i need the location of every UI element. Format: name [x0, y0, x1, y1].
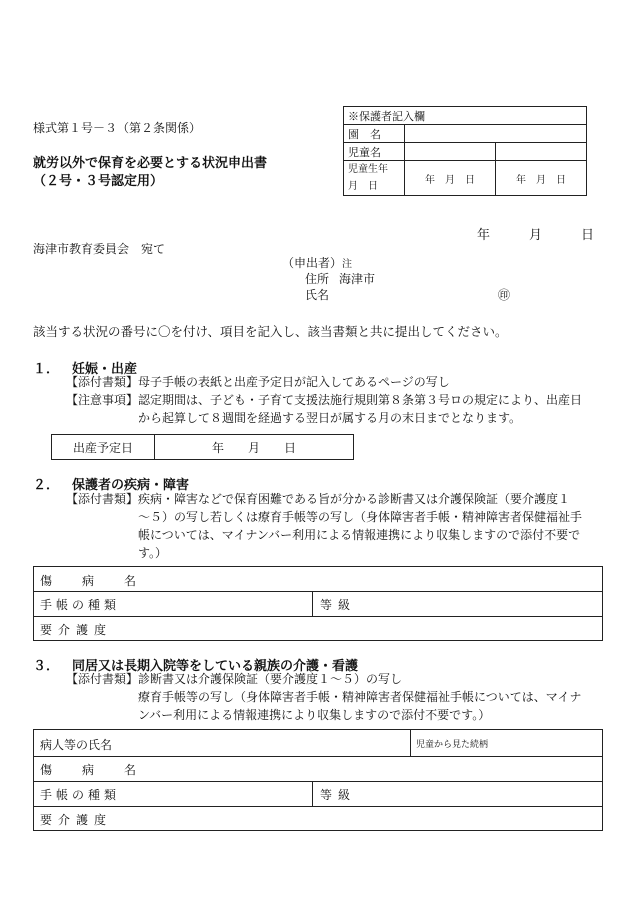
disease-label: 傷 病 名: [40, 763, 146, 777]
attach-line-4: す。）: [138, 546, 168, 560]
handbook-label: 手帳の種類: [40, 788, 121, 802]
name-label: 氏名: [305, 288, 330, 302]
attach-line-1: 疾病・障害などで保育困難である旨が分かる診断書又は介護保険証（要介護度１: [138, 492, 571, 506]
instruction-text: 該当する状況の番号に〇を付け、項目を記入し、該当書類と共に提出してください。: [33, 324, 508, 339]
section1-title: 妊娠・出産: [72, 362, 138, 377]
note-label: 【注意事項】: [66, 393, 139, 407]
guardian-heading: ※保護者記入欄: [344, 107, 587, 125]
section2-table: [33, 566, 603, 641]
section1-attach: [66, 373, 450, 391]
birth-field-2[interactable]: 年 月 日: [496, 161, 587, 196]
school-label: 園 名: [344, 125, 405, 143]
disease-row[interactable]: [34, 567, 602, 592]
handbook-row[interactable]: [34, 781, 602, 807]
note-line-2: から起算して８週間を経過する翌日が属する月の末日までとなります。: [138, 411, 522, 425]
attach-label: 【添付書類】: [66, 492, 139, 506]
form-number: 様式第１号－３（第２条関係）: [33, 121, 202, 135]
care-label: 要介護度: [40, 813, 113, 827]
birth-label-1: 児童生年: [348, 164, 388, 175]
addressee: 海津市教育委員会 宛て: [33, 242, 166, 256]
section3-attach: [66, 670, 402, 688]
attach-line-2: 療育手帳等の写し（身体障害者手帳・精神障害者保健福祉手帳については、マイナ: [138, 690, 582, 704]
birth-field-1[interactable]: 年 月 日: [405, 161, 496, 196]
grade-label: 等級: [320, 598, 357, 612]
child-label: 児童名: [344, 143, 405, 161]
applicant-note: 注: [342, 259, 353, 270]
section3-number: ３．: [33, 659, 60, 674]
submission-date[interactable]: 年 月 日: [477, 228, 595, 243]
note-line-1: 認定期間は、子ども・子育て支援法施行規則第８条第３号ロの規定により、出産日: [138, 393, 583, 407]
attach-label: 【添付書類】: [66, 375, 139, 389]
section2-number: ２．: [33, 478, 60, 493]
attach-line-3: ンバー利用による情報連携により収集しますので添付不要です。）: [138, 708, 491, 722]
page-subtitle: （２号・３号認定用）: [33, 174, 164, 189]
applicant-label: （申出者）: [282, 256, 343, 270]
section2-title: 保護者の疾病・障害: [72, 478, 190, 493]
address-row[interactable]: [305, 270, 375, 287]
attach-line-2: ～５）の写し若しくは療育手帳等の写し（身体障害者手帳・精神障害者保健福祉手: [138, 510, 583, 524]
care-row[interactable]: [34, 806, 602, 831]
seal-mark: ㊞: [498, 288, 511, 302]
attach-line-3: 帳については、マイナンバー利用による情報連携により収集しますので添付不要で: [138, 528, 581, 542]
child-field-1[interactable]: [405, 143, 496, 161]
section2-attach: [66, 490, 570, 508]
guardian-box: [343, 106, 587, 196]
grade-label: 等級: [320, 788, 357, 802]
handbook-label: 手帳の種類: [40, 598, 121, 612]
address-value: 海津市: [339, 272, 376, 286]
child-field-2[interactable]: [496, 143, 587, 161]
attach-label: 【添付書類】: [66, 672, 139, 686]
patient-row[interactable]: [34, 730, 602, 757]
due-date-field[interactable]: 年 月 日: [155, 435, 354, 460]
due-date-table: [51, 434, 354, 460]
due-date-label: 出産予定日: [52, 435, 155, 460]
school-field[interactable]: [405, 125, 587, 143]
address-label: 住所: [305, 272, 330, 286]
handbook-row[interactable]: [34, 591, 602, 617]
section1-note: [66, 391, 582, 409]
section3-title: 同居又は長期入院等をしている親族の介護・看護: [72, 659, 359, 674]
disease-row[interactable]: [34, 756, 602, 782]
attach-line-1: 診断書又は介護保険証（要介護度１～５）の写し: [138, 672, 403, 686]
disease-label: 傷 病 名: [40, 574, 146, 588]
birth-label-2: 月 日: [348, 181, 378, 192]
care-label: 要介護度: [40, 623, 113, 637]
patient-label: 病人等の氏名: [40, 738, 113, 752]
page-title: 就労以外で保育を必要とする状況申出書: [33, 156, 268, 171]
care-row[interactable]: [34, 616, 602, 641]
relation-label[interactable]: 児童から見た続柄: [416, 740, 489, 750]
applicant-block: [282, 254, 352, 271]
section1-number: １．: [33, 362, 60, 377]
attach-text: 母子手帳の表紙と出産予定日が記入してあるページの写し: [138, 375, 450, 389]
section3-table: [33, 729, 603, 831]
